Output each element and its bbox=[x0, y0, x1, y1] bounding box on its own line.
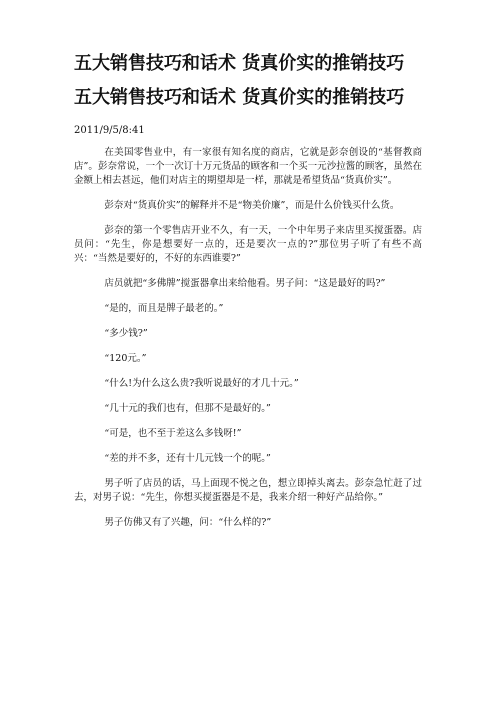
paragraph: “什么!为什么这么贵?我听说最好的才几十元。” bbox=[104, 378, 299, 389]
paragraph: 彭奈的第一个零售店开业不久，有一天，一个中年男子来店里买搅蛋器。店员问：“先生，你是想要好一点的，还是要次一点的?”那位男子听了有些不高兴：“当然是要好的，不好的东西谁要?” bbox=[74, 225, 422, 264]
document-title: 五大销售技巧和话术 货真价实的推销技巧 bbox=[74, 53, 405, 74]
paragraph: “多少钱?” bbox=[104, 328, 148, 339]
document-date: 2011/9/5/8:41 bbox=[74, 125, 145, 136]
paragraph: “120元。” bbox=[104, 353, 147, 364]
paragraph: 在美国零售业中，有一家很有知名度的商店，它就是彭奈创设的“基督教商店”。彭奈常说，一个一次订十万元货品的顾客和一个买一元沙拉酱的顾客，虽然在金额上相去甚远，他们对店主的期望却是一样，那就是希望货品“货真价实”。 bbox=[74, 147, 422, 186]
paragraph: “几十元的我们也有，但那不是最好的。” bbox=[104, 403, 271, 414]
paragraph: 男子仿佛又有了兴趣，问：“什么样的?” bbox=[104, 517, 272, 528]
paragraph: “可是，也不至于差这么多钱呀!” bbox=[104, 428, 242, 439]
paragraph: 店员就把“多佛牌”搅蛋器拿出来给他看。男子问：“这是最好的吗?” bbox=[104, 278, 386, 289]
paragraph: “差的并不多，还有十几元钱一个的呢。” bbox=[104, 453, 271, 464]
document-subtitle: 五大销售技巧和话术 货真价实的推销技巧 bbox=[74, 87, 405, 108]
paragraph: 彭奈对“货真价实”的解释并不是“物美价廉”，而是什么价钱买什么货。 bbox=[104, 200, 400, 211]
paragraph: “是的，而且是牌子最老的。” bbox=[104, 303, 224, 314]
paragraph: 男子听了店员的话，马上面现不悦之色，想立即掉头离去。彭奈急忙赶了过去，对男子说：“先生，你想买搅蛋器是不是，我来介绍一种好产品给你。” bbox=[74, 478, 422, 503]
